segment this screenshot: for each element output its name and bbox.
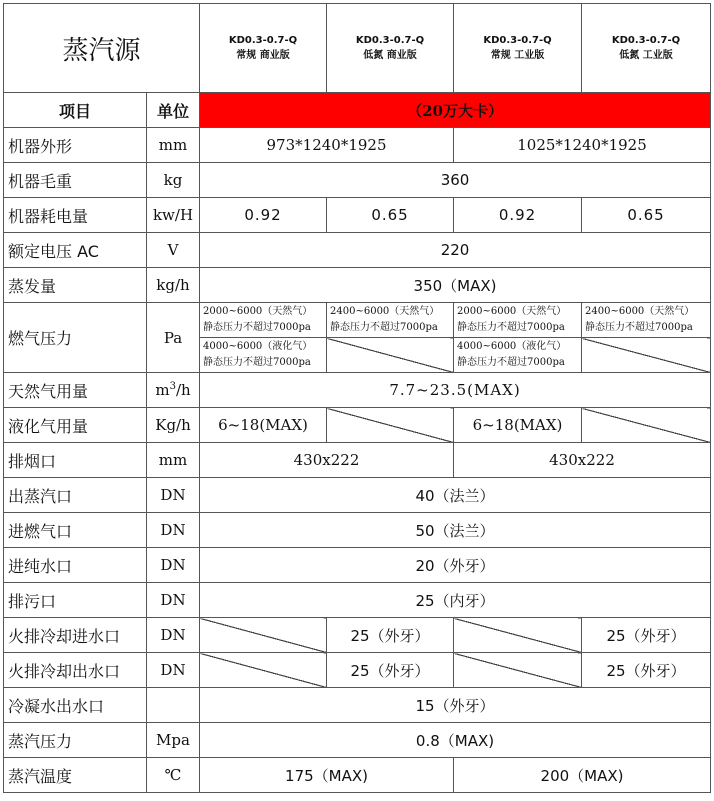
cell-value: 20（外牙）: [200, 548, 711, 583]
row-unit: DN: [147, 583, 200, 618]
pressure-limit: 静态压力不超过7000pa: [585, 322, 693, 333]
cell-value: 220: [200, 233, 711, 268]
row-unit: kw/H: [147, 198, 200, 233]
gas-pressure-cell: [327, 303, 454, 338]
table-row: [4, 198, 711, 233]
model-code: KD0.3-0.7-Q: [228, 35, 298, 46]
table-row: [4, 163, 711, 198]
table-row: [4, 443, 711, 478]
row-label: 液化气用量: [4, 408, 147, 443]
model-header-row: [4, 4, 711, 93]
model-desc: 常规 工业版: [490, 50, 545, 61]
cell-value: 175（MAX): [200, 758, 454, 793]
row-unit: mm: [147, 443, 200, 478]
unit-header: 单位: [147, 93, 200, 128]
row-unit: [147, 688, 200, 723]
cell-value: 25（内牙）: [200, 583, 711, 618]
row-label: 燃气压力: [4, 303, 147, 373]
pressure-limit: 静态压力不超过7000pa: [457, 357, 565, 368]
row-label: 额定电压 AC: [4, 233, 147, 268]
row-label: 机器毛重: [4, 163, 147, 198]
cell-value: 0.8（MAX): [200, 723, 711, 758]
not-applicable-cell: [327, 408, 454, 443]
row-unit: DN: [147, 478, 200, 513]
table-row: [4, 723, 711, 758]
table-row: [4, 583, 711, 618]
cell-value: 1025*1240*1925: [454, 128, 711, 163]
capacity-banner: （20万大卡）: [200, 93, 711, 128]
unit-superscript: 3: [169, 381, 176, 392]
model-2: [327, 4, 454, 93]
row-label: 机器耗电量: [4, 198, 147, 233]
cell-value: 430x222: [200, 443, 454, 478]
pressure-limit: 静态压力不超过7000pa: [203, 357, 311, 368]
table-row: [4, 408, 711, 443]
pressure-range: 2400~6000（天然气）: [585, 306, 695, 317]
row-label: 进纯水口: [4, 548, 147, 583]
not-applicable-cell: [582, 408, 711, 443]
cell-value: 25（外牙）: [327, 618, 454, 653]
row-unit: Kg/h: [147, 408, 200, 443]
table-row: [4, 268, 711, 303]
row-label: 天然气用量: [4, 373, 147, 408]
row-unit: DN: [147, 548, 200, 583]
model-4: [582, 4, 711, 93]
row-unit: DN: [147, 618, 200, 653]
row-unit: DN: [147, 653, 200, 688]
table-row: [4, 373, 711, 408]
table-row: [4, 618, 711, 653]
cell-value: 350（MAX): [200, 268, 711, 303]
model-code: KD0.3-0.7-Q: [355, 35, 425, 46]
row-unit: V: [147, 233, 200, 268]
cell-value: 40（法兰）: [200, 478, 711, 513]
row-unit: Pa: [147, 303, 200, 373]
cell-value: 360: [200, 163, 711, 198]
not-applicable-cell: [200, 653, 327, 688]
table-row: [4, 548, 711, 583]
cell-value: 430x222: [454, 443, 711, 478]
row-label: 机器外形: [4, 128, 147, 163]
row-label: 火排冷却出水口: [4, 653, 147, 688]
not-applicable-cell: [582, 338, 711, 373]
gas-pressure-cell: [582, 303, 711, 338]
pressure-limit: 静态压力不超过7000pa: [203, 322, 311, 333]
column-header-row: [4, 93, 711, 128]
cell-value: 6~18(MAX): [454, 408, 582, 443]
row-unit: [147, 373, 200, 408]
row-label: 进燃气口: [4, 513, 147, 548]
model-1: [200, 4, 327, 93]
pressure-range: 2400~6000（天然气）: [330, 306, 440, 317]
not-applicable-cell: [454, 653, 582, 688]
row-label: 出蒸汽口: [4, 478, 147, 513]
not-applicable-cell: [200, 618, 327, 653]
item-header: 项目: [4, 93, 147, 128]
cell-value: 25（外牙）: [327, 653, 454, 688]
row-unit: kg: [147, 163, 200, 198]
pressure-limit: 静态压力不超过7000pa: [457, 322, 565, 333]
spec-table-container: [3, 3, 711, 793]
cell-value: 973*1240*1925: [200, 128, 454, 163]
row-label: 排烟口: [4, 443, 147, 478]
model-3: [454, 4, 582, 93]
row-unit: DN: [147, 513, 200, 548]
row-unit: Mpa: [147, 723, 200, 758]
unit-base: m: [155, 381, 170, 399]
cell-value: 200（MAX): [454, 758, 711, 793]
gas-pressure-cell: [454, 338, 582, 373]
gas-pressure-cell: [200, 303, 327, 338]
model-desc: 常规 商业版: [236, 50, 290, 61]
spec-table: [3, 3, 711, 793]
row-unit: ℃: [147, 758, 200, 793]
model-code: KD0.3-0.7-Q: [611, 35, 681, 46]
cell-value: 50（法兰）: [200, 513, 711, 548]
gas-pressure-cell: [200, 338, 327, 373]
table-row: [4, 233, 711, 268]
row-unit: kg/h: [147, 268, 200, 303]
table-row: [4, 128, 711, 163]
row-unit: mm: [147, 128, 200, 163]
gas-pressure-cell: [454, 303, 582, 338]
pressure-limit: 静态压力不超过7000pa: [330, 322, 438, 333]
cell-value: 0.92: [454, 198, 582, 233]
row-label: 蒸发量: [4, 268, 147, 303]
pressure-range: 4000~6000（液化气）: [457, 341, 567, 352]
unit-tail: /h: [175, 381, 191, 399]
pressure-range: 2000~6000（天然气）: [203, 306, 313, 317]
row-label: 冷凝水出水口: [4, 688, 147, 723]
cell-value: 0.65: [582, 198, 711, 233]
table-row: [4, 513, 711, 548]
cell-value: 0.92: [200, 198, 327, 233]
table-row: [4, 653, 711, 688]
pressure-range: 4000~6000（液化气）: [203, 341, 313, 352]
model-desc: 低氮 工业版: [619, 50, 673, 61]
cell-value: 6~18(MAX): [200, 408, 327, 443]
table-row: [4, 688, 711, 723]
model-code: KD0.3-0.7-Q: [483, 35, 552, 46]
cell-value: 7.7~23.5(MAX): [200, 373, 711, 408]
table-row: [4, 478, 711, 513]
cell-value: 25（外牙）: [582, 653, 711, 688]
table-row: [4, 303, 711, 338]
product-title: 蒸汽源: [4, 4, 200, 93]
row-label: 蒸汽温度: [4, 758, 147, 793]
table-row: [4, 758, 711, 793]
not-applicable-cell: [454, 618, 582, 653]
not-applicable-cell: [327, 338, 454, 373]
row-label: 排污口: [4, 583, 147, 618]
cell-value: 0.65: [327, 198, 454, 233]
model-desc: 低氮 商业版: [363, 50, 417, 61]
cell-value: 25（外牙）: [582, 618, 711, 653]
row-label: 火排冷却进水口: [4, 618, 147, 653]
row-label: 蒸汽压力: [4, 723, 147, 758]
pressure-range: 2000~6000（天然气）: [457, 306, 567, 317]
cell-value: 15（外牙）: [200, 688, 711, 723]
